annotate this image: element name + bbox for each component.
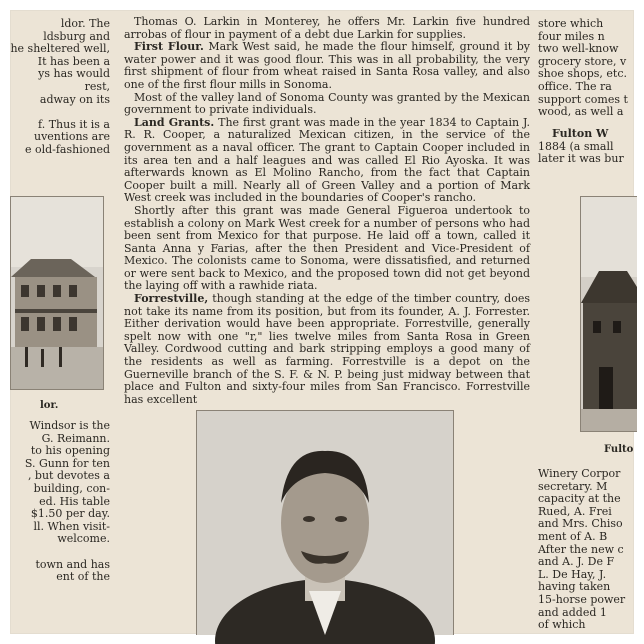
text-line: Rued, A. Frei xyxy=(538,504,612,518)
text-line: adway on its xyxy=(39,92,110,106)
paragraph-body: The first grant was made in the year 1834 to Captain J. R. R. Cooper, a naturalized Mexican citizen, in the service of the government as a naval officer. The grant to Captain Cooper included in its area ten and a half leagues and was called El Rio Ayoska. It was afterwards known as El Molino Rancho, from the fact that Captain Cooper built a mill. Nearly all of Green Valley and a portion of Mark West creek was included in the boundaries of Cooper's rancho. xyxy=(124,115,530,205)
text-line: two well-know xyxy=(538,42,619,56)
text-line: ys has would rest, xyxy=(38,67,110,93)
paragraph xyxy=(124,293,530,406)
text-line: ldsburg and xyxy=(43,29,110,43)
right-photo-caption: Fulto xyxy=(604,444,634,455)
text-line: f. Thus it is a xyxy=(38,117,110,131)
text-line: ed. His table xyxy=(39,494,110,508)
paragraph xyxy=(124,41,530,91)
text-line: 15-horse power xyxy=(538,592,626,606)
right-heading-block xyxy=(538,128,634,166)
paragraph xyxy=(124,117,530,205)
text-line: building, con- xyxy=(33,481,110,495)
run-in-heading: First Flour. xyxy=(134,40,204,54)
left-photo-caption: lor. xyxy=(40,400,59,411)
text-line: town and has xyxy=(35,557,110,571)
right-top-text xyxy=(538,18,634,119)
text-line: L. De Hay, J. xyxy=(538,567,607,581)
text-line: later it was bur xyxy=(538,152,624,166)
text-line: of which xyxy=(538,618,586,632)
text-line: Winery Corpor xyxy=(538,467,621,480)
run-in-heading: Land Grants. xyxy=(134,115,215,129)
right-bottom-text xyxy=(538,468,634,632)
text-line: uventions are xyxy=(33,130,110,144)
left-bottom-text xyxy=(10,420,110,584)
text-line xyxy=(10,106,110,119)
paragraph-body: Mark West said, he made the flour himself, ground it by water power and it was good flour. This was in all probability, the very first shipment of flour from wheat raised in Santa Rosa valley, and also one of the first flour mills in Sonoma. xyxy=(124,40,530,91)
text-line: to his opening xyxy=(30,444,110,458)
text-line: e old-fashioned xyxy=(24,142,110,156)
text-line: store which xyxy=(538,17,604,30)
text-line: office. The ra xyxy=(538,79,612,93)
run-in-heading: Forrestville, xyxy=(134,292,209,306)
text-line: wood, as well a xyxy=(538,105,624,119)
right-column xyxy=(538,10,634,634)
hotel-photo xyxy=(10,196,104,390)
text-line: ent of the xyxy=(56,570,110,584)
portrait-photo xyxy=(196,410,454,635)
text-line: shoe shops, etc. xyxy=(538,67,627,81)
text-line: having taken xyxy=(538,580,611,594)
text-line: After the new c xyxy=(538,542,624,556)
text-line: , but devotes a xyxy=(27,469,110,483)
text-line: four miles n xyxy=(538,29,605,43)
text-line: and A. J. De F xyxy=(538,555,615,569)
text-line xyxy=(10,546,110,559)
paragraph: Shortly after this grant was made General Figueroa undertook to establish a colony on Mark West creek for a number of persons who had been sent from Mexico for that purpose. He laid off a town, called it Santa Anna y Farias, after the then President and Vice-President of Mexico. The colonists came to Sonoma, were dissatisfied, and returned or were sent back to Mexico, and the proposed town did not get beyond the laying off with a rawhide riata. xyxy=(124,203,530,293)
text-line: It has been a xyxy=(37,54,110,68)
text-line: and Mrs. Chiso xyxy=(538,517,623,531)
main-column xyxy=(124,15,530,406)
winery-photo xyxy=(580,196,637,432)
paragraph: Thomas O. Larkin in Monterey, he offers Mr. Larkin five hundred arrobas of flour in payment of a debt due Larkin for supplies. xyxy=(124,15,530,41)
text-line: he sheltered well, xyxy=(10,42,110,56)
paragraph-body: though standing at the edge of the timber country, does not take its name from its position, but from its founder, A. J. Forrester. Either derivation would have been appropriate. Forrestville, generally spelt now with one "r," lies twelve miles from Santa Rosa in Green Valley. Cordwood cutting and bark stripping employs a good many of the residents as well as farming. Forrestville is a depot on the Guerneville branch of the S. F. & N. P. being just midway between that place and Fulton and sixty-four miles from San Francisco. Forrestville has excellent xyxy=(124,292,530,406)
text-line: $1.50 per day. xyxy=(30,507,110,521)
scanned-page xyxy=(10,10,634,634)
text-line: secretary. M xyxy=(538,479,608,493)
text-line: ment of A. B xyxy=(538,529,608,543)
text-line: ll. When visit- xyxy=(33,519,110,533)
text-line: 1884 (a small xyxy=(538,139,614,153)
text-line: S. Gunn for ten xyxy=(24,456,110,470)
paragraph: Most of the valley land of Sonoma County was granted by the Mexican government to private individuals. xyxy=(124,90,530,117)
section-heading: Fulton W xyxy=(552,127,609,140)
left-column xyxy=(10,10,110,634)
text-line: capacity at the xyxy=(538,492,621,506)
text-line: welcome. xyxy=(57,532,110,546)
left-top-text xyxy=(10,18,110,157)
text-line: G. Reimann. xyxy=(41,431,110,445)
text-line: ldor. The xyxy=(60,17,110,30)
text-line: and added 1 xyxy=(538,605,607,619)
text-line: Windsor is the xyxy=(29,419,110,432)
text-line: grocery store, v xyxy=(538,54,627,68)
text-line: support comes t xyxy=(538,92,628,106)
